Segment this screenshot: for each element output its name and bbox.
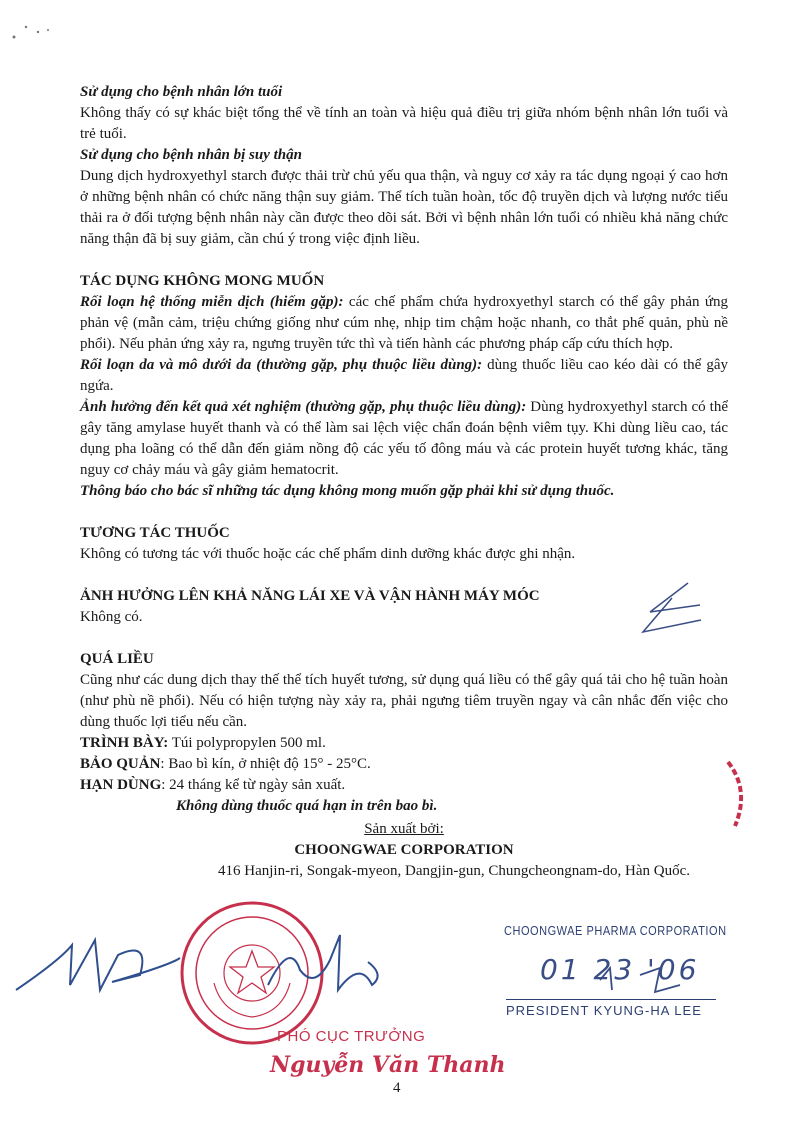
official-title: PHÓ CỤC TRƯỞNG bbox=[277, 1028, 426, 1045]
corporate-stamp-company: CHOONGWAE PHARMA CORPORATION bbox=[504, 924, 727, 938]
renal-title: Sử dụng cho bệnh nhân bị suy thận bbox=[80, 147, 302, 163]
adverse-notice: Thông báo cho bác sĩ những tác dụng không mong muốn gặp phải khi sử dụng thuốc. bbox=[80, 483, 615, 499]
document-body bbox=[80, 82, 728, 882]
interactions-text: Không có tương tác với thuốc hoặc các chế phẩm dinh dưỡng khác được ghi nhận. bbox=[80, 546, 576, 562]
storage-label: BẢO QUẢN bbox=[80, 756, 161, 772]
partial-red-stamp bbox=[728, 762, 741, 826]
manufacturer-name: CHOONGWAE CORPORATION bbox=[294, 842, 514, 858]
overdose-text: Cũng như các dung dịch thay thế thể tích huyết tương, sử dụng quá liều có thể gây quá tải cho hệ tuần hoàn (như phù nề phổi). Nếu có hiện tượng này xảy ra, phải ngưng tiêm truyền ngay và cân nhắc đến việc cho dùng thuốc lợi tiểu nếu cần. bbox=[80, 672, 728, 730]
presentation-line bbox=[80, 733, 728, 754]
immune-text: các chế phẩm chứa hydroxyethyl starch có thể gây phản ứng phản vệ (mẫn cảm, triệu chứng giống như cúm nhẹ, nhịp tim chậm hoặc nhanh, co thắt phế quản, phù nề phổi). Nếu phản ứng xảy ra, ngưng truyền tức thì và tiến hành các phương pháp cấp cứu thích hợp. bbox=[80, 294, 729, 352]
spacer bbox=[80, 502, 728, 523]
elderly-text: Không thấy có sự khác biệt tổng thể về tính an toàn và hiệu quả điều trị giữa nhóm bệnh nhân lớn tuổi và trẻ tuổi. bbox=[80, 105, 728, 142]
driving-heading: ẢNH HƯỞNG LÊN KHẢ NĂNG LÁI XE VÀ VẬN HÀNH MÁY MÓC bbox=[80, 588, 540, 604]
manufacturer-label: Sản xuất bởi: bbox=[364, 821, 444, 837]
renal-text: Dung dịch hydroxyethyl starch được thải trừ chủ yếu qua thận, và nguy cơ xảy ra tác dụng ngoại ý cao hơn ở những bệnh nhân có chức năng thận suy giảm. Thể tích tuần hoàn, tốc độ truyền dịch và lượng nước tiểu thải ra ở đối tượng bệnh nhân này cần được theo dõi sát. Bởi vì bệnh nhân lớn tuổi có nhiều khả năng chức năng thận đã bị suy giảm, cần chú ý trong việc định liều. bbox=[80, 168, 728, 247]
presentation-value: Túi polypropylen 500 ml. bbox=[168, 735, 326, 751]
lab-text: Dùng hydroxyethyl starch có thể gây tăng amylase huyết thanh và có thể làm sai lệch việc chẩn đoán bệnh viêm tụy. Khi dùng liều cao, tác dụng pha loãng có thể dẫn đến giảm nồng độ các yếu tố đông máu và các protein huyết tương khác, tăng nguy cơ chảy máu và gây giảm hematocrit. bbox=[80, 399, 729, 478]
elderly-title: Sử dụng cho bệnh nhân lớn tuổi bbox=[80, 84, 283, 100]
signature-left bbox=[16, 940, 180, 990]
storage-line bbox=[80, 754, 728, 775]
handwritten-date: 01 23 '06 bbox=[540, 953, 700, 986]
presentation-label: TRÌNH BÀY: bbox=[80, 735, 169, 751]
expiry-line bbox=[80, 775, 728, 796]
manufacturer-address: 416 Hanjin-ri, Songak-myeon, Dangjin-gun, Chungcheongnam-do, Hàn Quốc. bbox=[218, 863, 690, 879]
lab-title: Ảnh hưởng đến kết quả xét nghiệm (thường gặp, phụ thuộc liều dùng): bbox=[80, 399, 527, 415]
spacer bbox=[80, 250, 728, 271]
expiry-notice: Không dùng thuốc quá hạn in trên bao bì. bbox=[176, 798, 438, 814]
immune-title: Rối loạn hệ thống miễn dịch (hiếm gặp): bbox=[80, 294, 344, 310]
driving-text: Không có. bbox=[80, 609, 143, 625]
spacer bbox=[80, 628, 728, 649]
skin-text: dùng thuốc liều cao kéo dài có thể gây ngứa. bbox=[80, 357, 728, 394]
adverse-heading: TÁC DỤNG KHÔNG MONG MUỐN bbox=[80, 273, 325, 289]
page-number: 4 bbox=[393, 1080, 401, 1096]
spacer bbox=[80, 565, 728, 586]
skin-paragraph bbox=[80, 355, 728, 397]
overdose-heading: QUÁ LIỀU bbox=[80, 651, 154, 667]
immune-paragraph bbox=[80, 292, 728, 355]
skin-title: Rối loạn da và mô dưới da (thường gặp, phụ thuộc liều dùng): bbox=[80, 357, 483, 373]
scan-speck-marks bbox=[13, 26, 50, 39]
expiry-value: : 24 tháng kể từ ngày sản xuất. bbox=[161, 777, 346, 793]
expiry-label: HẠN DÙNG bbox=[80, 777, 162, 793]
interactions-heading: TƯƠNG TÁC THUỐC bbox=[80, 525, 230, 541]
storage-value: : Bao bì kín, ở nhiệt độ 15° - 25°C. bbox=[160, 756, 371, 772]
lab-paragraph bbox=[80, 397, 728, 481]
official-name: Nguyễn Văn Thanh bbox=[270, 1052, 506, 1078]
corporate-stamp-president: PRESIDENT KYUNG-HA LEE bbox=[506, 999, 716, 1018]
red-seal bbox=[182, 903, 322, 1043]
